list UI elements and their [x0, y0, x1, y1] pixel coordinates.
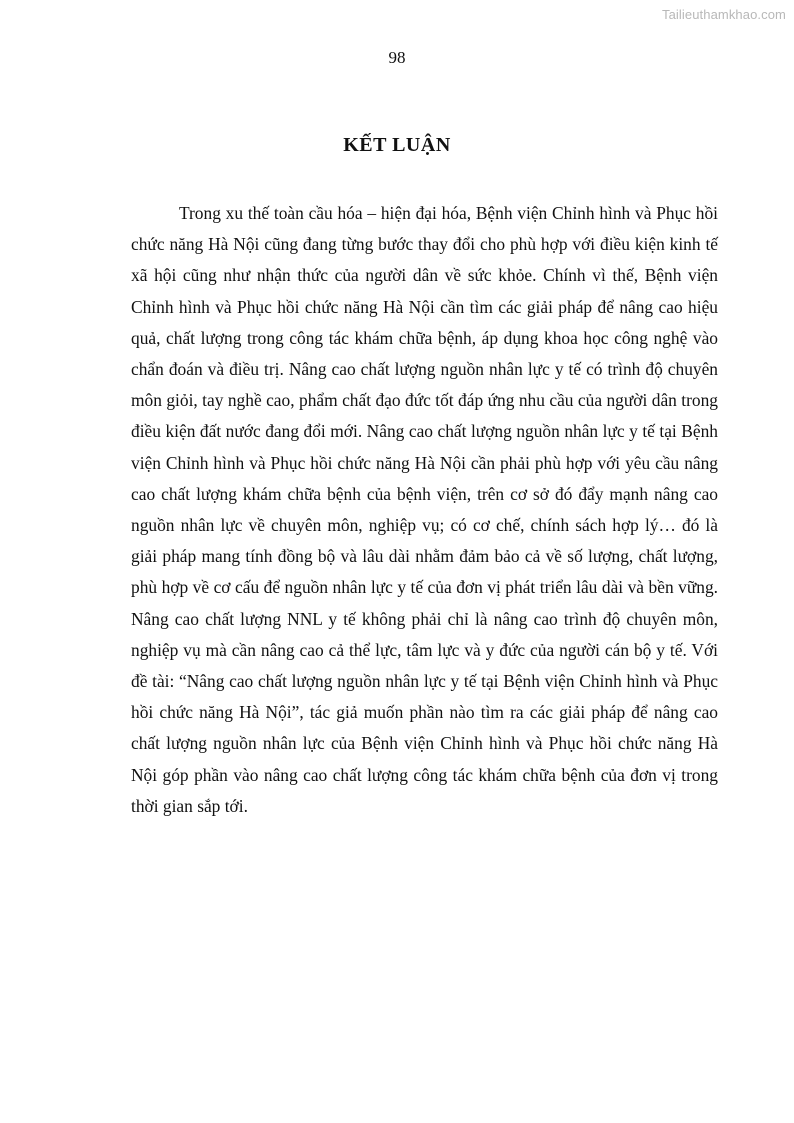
page-title: KẾT LUẬN [343, 134, 451, 156]
page-number: 98 [388, 48, 406, 67]
conclusion-paragraph: Trong xu thế toàn cầu hóa – hiện đại hóa, Bệnh viện Chỉnh hình và Phục hồi chức năng Hà Nội cũng đang từng bước thay đổi cho phù hợp với điều kiện kinh tế xã hội cũng như nhận thức của người dân về sức khỏe. Chính vì thế, Bệnh viện Chỉnh hình và Phục hồi chức năng Hà Nội cần tìm các giải pháp để nâng cao hiệu quả, chất lượng trong công tác khám chữa bệnh, áp dụng khoa học công nghệ vào chẩn đoán và điều trị. Nâng cao chất lượng nguồn nhân lực y tế có trình độ chuyên môn giỏi, tay nghề cao, phẩm chất đạo đức tốt đáp ứng nhu cầu của người dân trong điều kiện đất nước đang đổi mới. Nâng cao chất lượng nguồn nhân lực y tế tại Bệnh viện Chỉnh hình và Phục hồi chức năng Hà Nội cần phải phù hợp với yêu cầu nâng cao chất lượng khám chữa bệnh của bệnh viện, trên cơ sở đó đẩy mạnh nâng cao nguồn nhân lực về chuyên môn, nghiệp vụ; có cơ chế, chính sách hợp lý… đó là giải pháp mang tính đồng bộ và lâu dài nhằm đảm bảo cả về số lượng, chất lượng, phù hợp về cơ cấu để nguồn nhân lực y tế của đơn vị phát triển lâu dài và bền vững. Nâng cao chất lượng NNL y tế không phải chỉ là nâng cao trình độ chuyên môn, nghiệp vụ mà cần nâng cao cả thể lực, tâm lực và y đức của người cán bộ y tế. Với đề tài: “Nâng cao chất lượng nguồn nhân lực y tế tại Bệnh viện Chỉnh hình và Phục hồi chức năng Hà Nội”, tác giả muốn phần nào tìm ra các giải pháp để nâng cao chất lượng nguồn nhân lực của Bệnh viện Chỉnh hình và Phục hồi chức năng Hà Nội góp phần vào nâng cao chất lượng công tác khám chữa bệnh của đơn vị trong thời gian sắp tới. [131, 203, 718, 816]
watermark: Tailieuthamkhao.com [661, 7, 786, 22]
